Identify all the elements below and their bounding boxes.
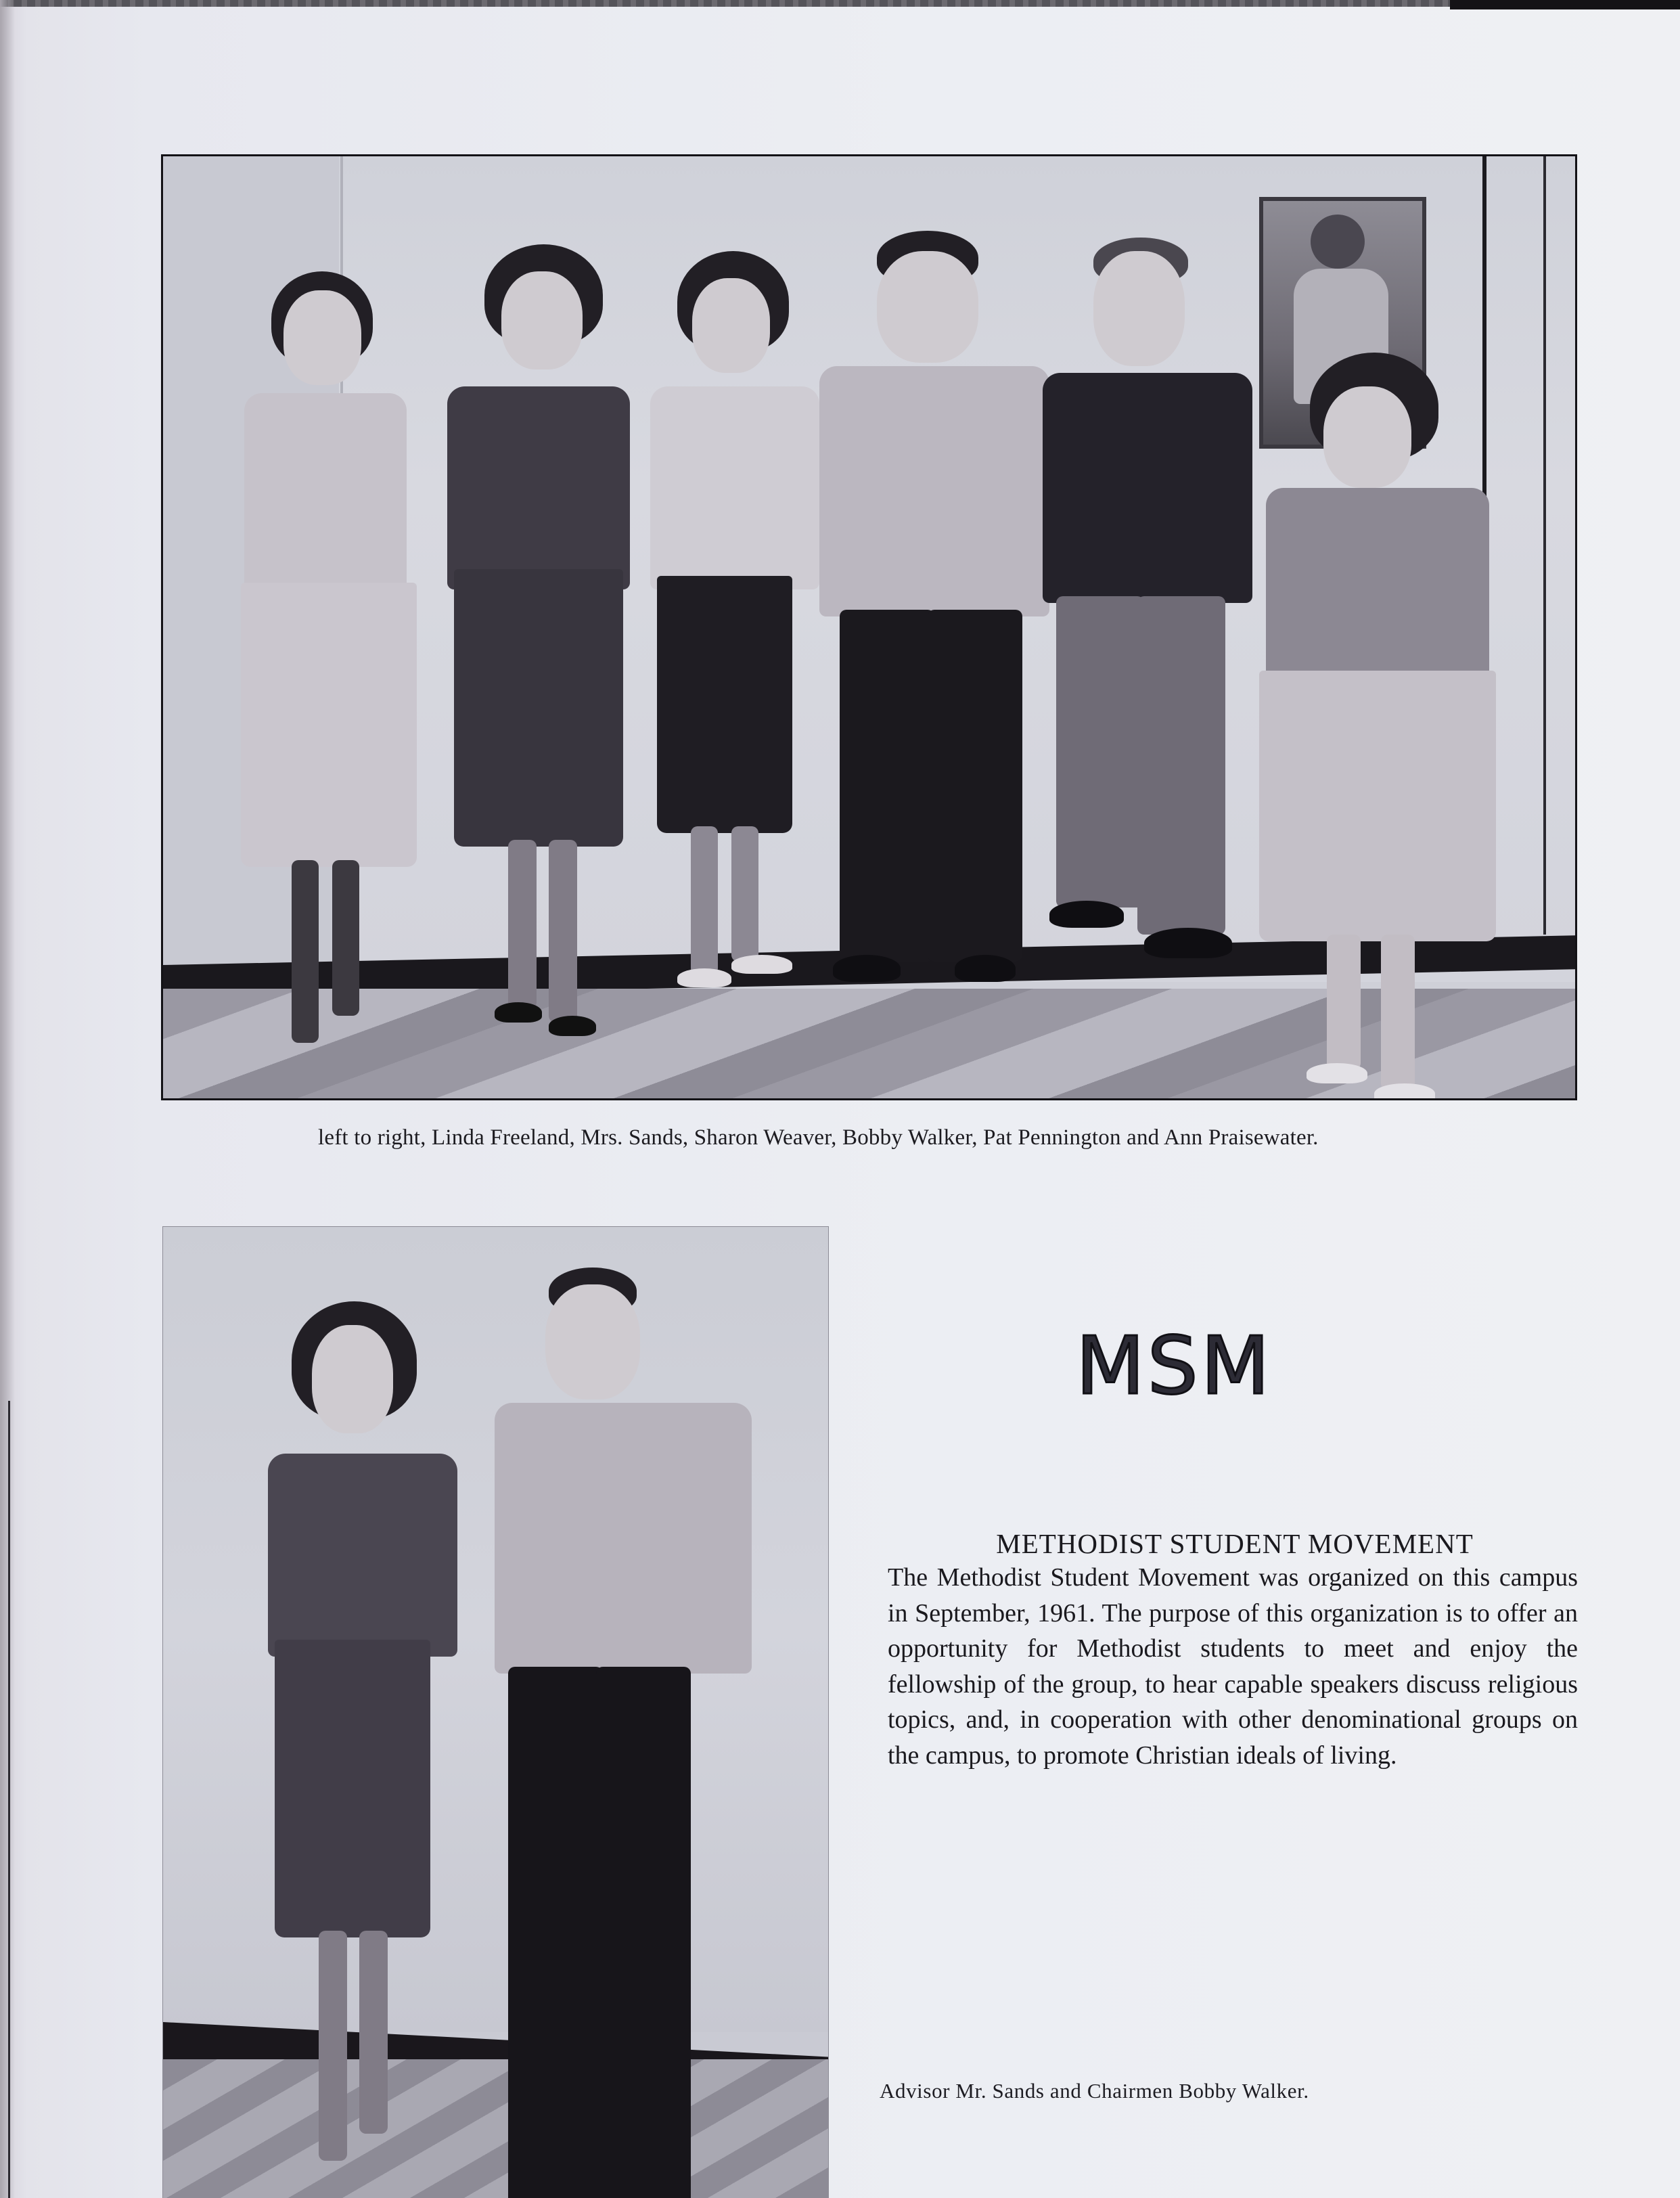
checked-shirt bbox=[495, 1403, 752, 1674]
leg bbox=[1381, 935, 1415, 1090]
page-top-edge bbox=[0, 0, 1680, 7]
face bbox=[545, 1284, 640, 1399]
shoe bbox=[549, 1016, 596, 1036]
leg bbox=[549, 840, 577, 1023]
leg bbox=[319, 1931, 347, 2161]
white-blouse bbox=[650, 386, 819, 589]
face bbox=[877, 251, 978, 363]
shoe bbox=[833, 955, 901, 982]
binding-shadow bbox=[0, 0, 15, 2198]
leg bbox=[1327, 935, 1361, 1070]
trouser-leg bbox=[840, 610, 934, 962]
group-photo-caption: left to right, Linda Freeland, Mrs. Sands, Sharon Weaver, Bobby Walker, Pat Pennington and Ann Praisewater. bbox=[318, 1125, 1319, 1150]
portrait-figure-head bbox=[1311, 215, 1365, 269]
leg bbox=[508, 840, 537, 1009]
article-body: The Methodist Student Movement was organized on this campus in September, 1961. The purpose of this organization is to offer an opportunity for Methodist students to meet and enjoy the fellowship of the group, to hear capable speakers discuss religious topics, and, in cooperation with other denominational groups on the campus, to promote Christian ideals of living. bbox=[888, 1563, 1578, 1770]
dress-top bbox=[244, 393, 407, 596]
page-top-edge-shadow bbox=[1450, 0, 1680, 9]
shoe bbox=[1307, 1063, 1367, 1083]
shoe bbox=[731, 955, 792, 974]
dress-skirt bbox=[241, 583, 417, 867]
cardigan bbox=[1266, 488, 1489, 684]
leg bbox=[332, 860, 359, 1016]
plaid-dress-top bbox=[268, 1454, 457, 1657]
trouser-leg bbox=[596, 1667, 691, 2198]
shoe bbox=[1374, 1083, 1435, 1100]
door-frame-inner bbox=[1543, 156, 1546, 935]
shoe bbox=[1144, 928, 1232, 958]
trouser-leg bbox=[928, 610, 1022, 962]
terrazzo-floor bbox=[163, 989, 1575, 1100]
carpet-floor bbox=[163, 2059, 828, 2198]
advisor-chairman-photo bbox=[162, 1226, 829, 2198]
face bbox=[312, 1325, 393, 1433]
face bbox=[1323, 386, 1411, 488]
page-title: MSM bbox=[1076, 1319, 1273, 1412]
face bbox=[1093, 251, 1185, 366]
leg bbox=[731, 826, 758, 962]
leg bbox=[292, 860, 319, 1043]
plaid-dress-skirt bbox=[275, 1640, 430, 1937]
shoe bbox=[955, 955, 1016, 982]
group-photo bbox=[161, 154, 1577, 1100]
shoe bbox=[677, 968, 731, 987]
trouser-leg bbox=[1056, 596, 1144, 907]
checked-shirt bbox=[819, 366, 1049, 616]
section-heading: METHODIST STUDENT MOVEMENT bbox=[996, 1528, 1474, 1559]
trouser-leg bbox=[508, 1667, 603, 2198]
plaid-dress-skirt bbox=[454, 569, 623, 847]
face bbox=[501, 271, 583, 369]
face bbox=[692, 278, 770, 373]
pleated-skirt bbox=[1259, 671, 1496, 941]
dark-skirt bbox=[657, 576, 792, 833]
advisor-photo-caption: Advisor Mr. Sands and Chairmen Bobby Walker. bbox=[880, 2079, 1309, 2103]
trouser-leg bbox=[1137, 596, 1225, 935]
binding-line bbox=[8, 1401, 10, 2198]
plaid-dress-top bbox=[447, 386, 630, 589]
face bbox=[283, 290, 361, 385]
shoe bbox=[495, 1002, 542, 1023]
leg bbox=[359, 1931, 388, 2134]
dark-shirt bbox=[1043, 373, 1252, 603]
shoe bbox=[1049, 901, 1124, 928]
leg bbox=[691, 826, 718, 975]
